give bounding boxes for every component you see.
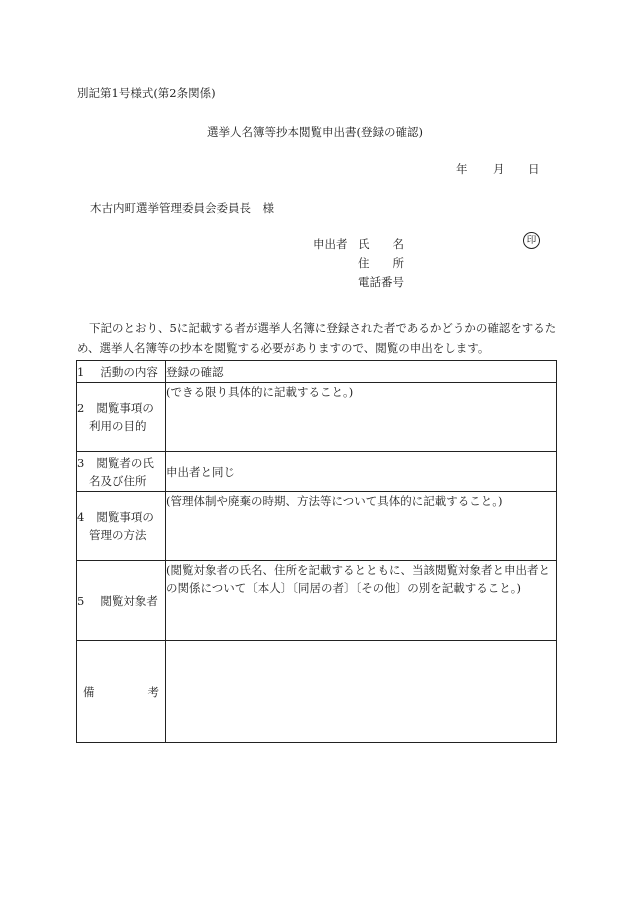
date-year-label: 年 [456, 162, 468, 176]
row2-label-b: 利用の目的 [89, 419, 147, 433]
row3-value: 申出者と同じ [166, 452, 557, 492]
row1-value: 登録の確認 [166, 361, 557, 383]
table-row [77, 361, 557, 383]
remarks-label-a: 備 [83, 684, 95, 699]
row3-label-b: 名及び住所 [89, 473, 147, 488]
applicant-label: 申出者 [313, 237, 348, 251]
row1-header [77, 361, 166, 383]
date-month-label: 月 [493, 162, 505, 176]
row4-number: 4 [77, 510, 85, 524]
row2-header [77, 383, 166, 452]
form-number: 別記第1号様式(第2条関係) [77, 86, 216, 100]
table-row [77, 561, 557, 641]
applicant-address-label: 住 所 [358, 256, 404, 270]
row2-note: (できる限り具体的に記載すること。) [166, 383, 557, 452]
row5-number: 5 [77, 593, 85, 608]
row3-label-a: 閲覧者の氏 [96, 455, 154, 470]
table-row [77, 641, 557, 743]
remarks-field[interactable] [166, 641, 557, 743]
row4-note: (管理体制や廃棄の時期、方法等について具体的に記載すること。) [166, 492, 557, 561]
row3-number: 3 [77, 455, 85, 470]
row3-header [77, 452, 166, 492]
applicant-name-label: 氏 名 [358, 237, 404, 251]
row1-number: 1 [77, 364, 85, 379]
intro-paragraph [77, 318, 557, 358]
row2-number: 2 [77, 401, 85, 415]
row2-label-a: 閲覧事項の [96, 401, 154, 415]
row5-label: 閲覧対象者 [100, 593, 158, 608]
applicant-phone-label: 電話番号 [358, 275, 404, 289]
remarks-label-b: 考 [147, 684, 159, 699]
row6-header [77, 641, 166, 743]
seal-mark: 印 [523, 232, 540, 249]
row5-header [77, 561, 166, 641]
row1-label: 活動の内容 [100, 364, 158, 379]
row5-note: (閲覧対象者の氏名、住所を記載するとともに、当該閲覧対象者と申出者との関係について〔本人〕〔同居の者〕〔その他〕の別を記載すること。) [166, 561, 557, 641]
addressee: 木古内町選挙管理委員会委員長 様 [90, 201, 274, 215]
intro-text: 下記のとおり、5に記載する者が選挙人名簿に登録された者であるかどうかの確認をするため、選挙人名簿等の抄本を閲覧する必要がありますので、閲覧の申出をします。 [77, 321, 557, 355]
date-day-label: 日 [528, 162, 540, 176]
row4-header [77, 492, 166, 561]
row4-label-a: 閲覧事項の [96, 510, 154, 524]
document-title: 選挙人名簿等抄本閲覧申出書(登録の確認) [207, 125, 423, 139]
table-row [77, 383, 557, 452]
table-row [77, 452, 557, 492]
application-table [76, 360, 557, 743]
table-row [77, 492, 557, 561]
row4-label-b: 管理の方法 [89, 528, 147, 542]
